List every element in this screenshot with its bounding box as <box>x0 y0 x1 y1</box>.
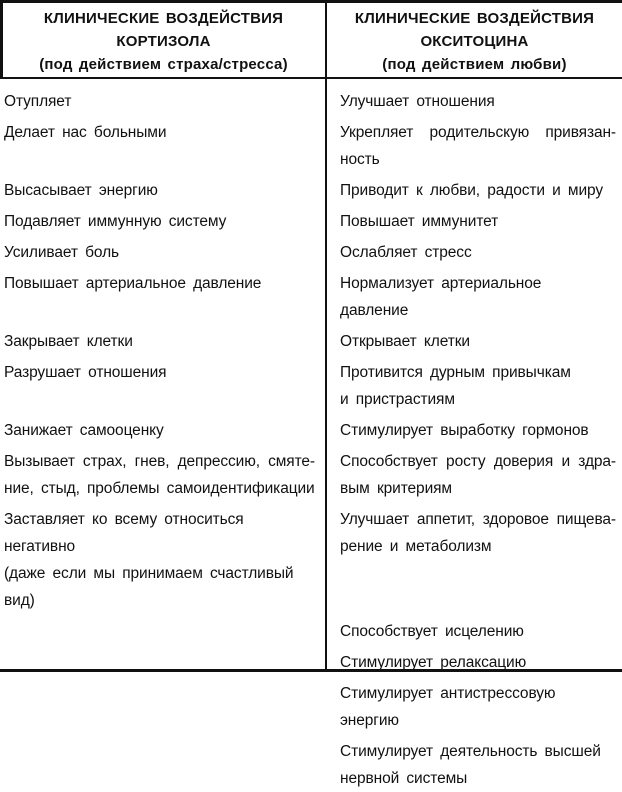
cell-line: Способствует росту доверия и здра- <box>340 453 616 470</box>
cell-line: нервной системы <box>340 770 468 787</box>
header-oxytocin-line1: КЛИНИЧЕСКИЕ ВОЗДЕЙСТВИЯ <box>354 10 595 27</box>
table-row <box>0 448 622 502</box>
oxytocin-cell <box>327 208 622 235</box>
table-row <box>0 270 622 324</box>
cell-line: Подавляет иммунную систему <box>4 213 227 230</box>
table-row <box>0 649 622 676</box>
table-body <box>0 79 622 792</box>
cell-line: Приводит к любви, радости и миру <box>340 182 604 199</box>
cell-line: ние, стыд, проблемы самоидентификации <box>4 480 315 497</box>
cortisol-cell <box>0 649 327 676</box>
oxytocin-cell <box>327 119 622 173</box>
header-oxytocin <box>327 3 622 77</box>
table-row <box>0 177 622 204</box>
cell-line: вым критериям <box>340 480 452 497</box>
cell-line: Стимулирует антистрессовую энергию <box>340 685 556 729</box>
cortisol-cell <box>0 618 327 645</box>
cell-line: ность <box>340 151 380 168</box>
oxytocin-cell <box>327 649 622 676</box>
header-cortisol-line3: (под действием страха/стресса) <box>39 56 288 73</box>
cell-line: (даже если мы принимаем счастливый вид) <box>4 565 294 609</box>
cortisol-cell <box>0 448 327 502</box>
oxytocin-cell <box>327 177 622 204</box>
table-row <box>0 239 622 266</box>
cortisol-cell <box>0 239 327 266</box>
oxytocin-cell <box>327 417 622 444</box>
oxytocin-cell <box>327 448 622 502</box>
cortisol-cell <box>0 177 327 204</box>
table-row <box>0 506 622 614</box>
cell-line: Улучшает аппетит, здоровое пищева- <box>340 511 616 528</box>
cell-line: Делает нас больными <box>4 124 167 141</box>
table-row <box>0 618 622 645</box>
cell-line: Стимулирует релаксацию <box>340 654 527 671</box>
table-row <box>0 88 622 115</box>
column-divider <box>325 3 327 669</box>
cortisol-cell <box>0 270 327 324</box>
table-header <box>0 3 622 79</box>
cortisol-cell <box>0 680 327 734</box>
cell-line: Вызывает страх, гнев, депрессию, смяте- <box>4 453 315 470</box>
table-row <box>0 208 622 235</box>
cell-line: Ослабляет стресс <box>340 244 472 261</box>
cell-line: Повышает иммунитет <box>340 213 499 230</box>
cell-line: Открывает клетки <box>340 333 470 350</box>
cell-line: Высасывает энергию <box>4 182 158 199</box>
cortisol-cell <box>0 506 327 614</box>
cell-line: Отупляет <box>4 93 72 110</box>
oxytocin-cell <box>327 328 622 355</box>
cortisol-cell <box>0 417 327 444</box>
header-cortisol-line1: КЛИНИЧЕСКИЕ ВОЗДЕЙСТВИЯ <box>43 10 284 27</box>
oxytocin-cell <box>327 88 622 115</box>
cell-line: Закрывает клетки <box>4 333 133 350</box>
oxytocin-cell <box>327 506 622 614</box>
cell-line: Занижает самооценку <box>4 422 164 439</box>
table-row <box>0 359 622 413</box>
cell-line: Стимулирует выработку гормонов <box>340 422 589 439</box>
cell-line: Повышает артериальное давление <box>4 275 262 292</box>
header-left-border <box>0 3 3 79</box>
cortisol-cell <box>0 328 327 355</box>
cell-line: Усиливает боль <box>4 244 119 261</box>
cell-line: Улучшает отношения <box>340 93 495 110</box>
cell-line: Заставляет ко всему относиться негативно <box>4 511 244 555</box>
cortisol-cell <box>0 738 327 792</box>
oxytocin-cell <box>327 270 622 324</box>
cortisol-cell <box>0 208 327 235</box>
oxytocin-cell <box>327 618 622 645</box>
cell-line: и пристрастиям <box>340 391 455 408</box>
table-row <box>0 738 622 792</box>
cortisol-cell <box>0 119 327 173</box>
oxytocin-cell <box>327 738 622 792</box>
cell-line: Разрушает отношения <box>4 364 167 381</box>
header-cortisol-line2: КОРТИЗОЛА <box>116 33 211 50</box>
cortisol-cell <box>0 359 327 413</box>
oxytocin-cell <box>327 680 622 734</box>
header-oxytocin-line3: (под действием любви) <box>382 56 567 73</box>
header-cortisol <box>0 3 327 77</box>
cell-line: Противится дурным привычкам <box>340 364 571 381</box>
oxytocin-cell <box>327 239 622 266</box>
table-row <box>0 680 622 734</box>
table-row <box>0 119 622 173</box>
header-oxytocin-line2: ОКСИТОЦИНА <box>420 33 529 50</box>
table-row <box>0 328 622 355</box>
oxytocin-cell <box>327 359 622 413</box>
table-row <box>0 417 622 444</box>
cortisol-cell <box>0 88 327 115</box>
cell-line: Стимулирует деятельность высшей <box>340 743 601 760</box>
cell-line: Способствует исцелению <box>340 623 524 640</box>
cell-line: Нормализует артериальное давление <box>340 275 542 319</box>
cell-line: рение и метаболизм <box>340 538 492 555</box>
cell-line: Укрепляет родительскую привязан- <box>340 124 616 141</box>
